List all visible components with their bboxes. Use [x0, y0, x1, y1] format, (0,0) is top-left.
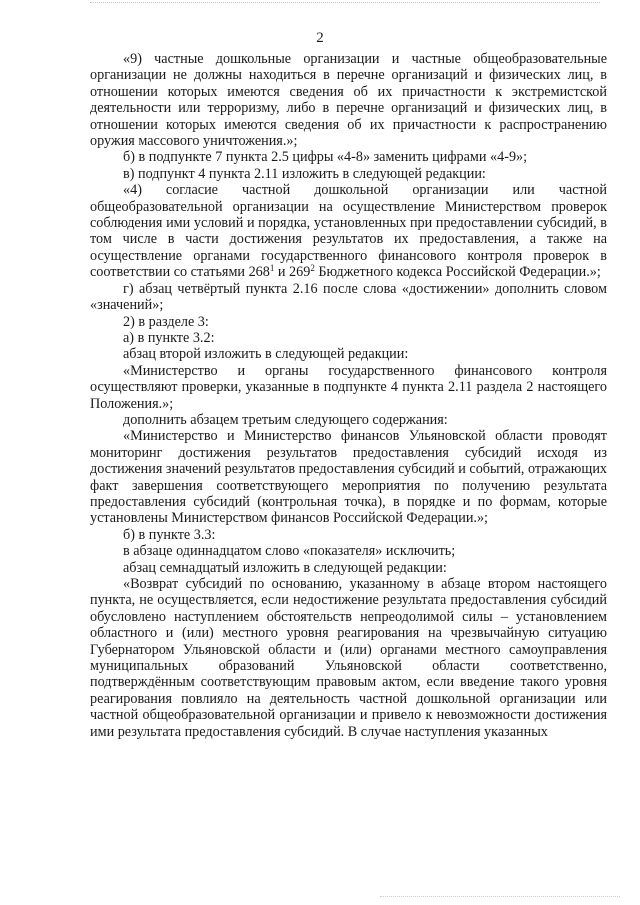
page-number: 2 [316, 30, 324, 46]
document-body [90, 51, 607, 740]
paragraph-ministry-checks: «Министерство и органы государственного финансового контроля осуществляют проверки, указанные в подпункте 4 пункта 2.11 раздела 2 настоящего Положения.»; [90, 362, 607, 412]
paragraph-second-abzac: абзац второй изложить в следующей редакции: [123, 346, 409, 363]
paragraph-point-3-2: а) в пункте 3.2: [123, 329, 215, 346]
paragraph-sub-v: в) подпункт 4 пункта 2.11 изложить в следующей редакции: [123, 165, 486, 182]
paragraph-point-3-3: б) в пункте 3.3: [123, 526, 216, 543]
paragraph-sub-b: б) в подпункте 7 пункта 2.5 цифры «4-8» заменить цифрами «4-9»; [123, 149, 528, 166]
paragraph-monitoring: «Министерство и Министерство финансов Ульяновской области проводят мониторинг достижения результатов предоставления субсидий исходя из достижения значений результатов предоставления субсидий и событий, отражающих факт завершения соответствующего мероприятия по получению результата предоставления субсидий (контрольная точка), в порядке и по формам, которые установлены Министерством финансов Российской Федерации.»; [90, 428, 608, 527]
paragraph-consent: «4) согласие частной дошкольной организации или частной общеобразовательной организации на осуществление Министерством проверок соблюдения ими условий и порядка, установленных при предоставлении субсидий, в том числе в части достижения результатов их предоставления, а также на осуществление органами государственного финансового контроля проверок в соответствии со статьями $268^1$ и $269^2$ Бюджетного кодекса Российской Федерации.»; [90, 182, 607, 281]
scan-edge-bottom [380, 896, 620, 900]
scan-edge-top [90, 2, 600, 6]
paragraph-section-3: 2) в разделе 3: [123, 313, 209, 330]
paragraph-return-subsidies: «Возврат субсидий по основанию, указанному в абзаце втором настоящего пункта, не осуществляется, если недостижение результата предоставления субсидий обусловлено наступлением обстоятельств непреодолимой силы – установлением областного и (или) местного уровня реагирования на чрезвычайную ситуацию Губернатором Ульяновской области и (или) органами местного самоуправления муниципальных образований Ульяновской области соответственно, подтверждённым соответствующим правовым актом, если введение такого уровня реагирования повлияло на деятельность частной дошкольной организации или частной общеобразовательной организации и привело к невозможности достижения ими результата предоставления субсидий. В случае наступления указанных [90, 576, 607, 740]
superscript-index: 2 [310, 263, 315, 274]
paragraph-seventeenth: абзац семнадцатый изложить в следующей редакции: [123, 559, 447, 576]
paragraph-eleventh: в абзаце одиннадцатом слово «показателя» исключить; [123, 543, 456, 560]
paragraph-sub-g: г) абзац четвёртый пункта 2.16 после слова «достижении» дополнить словом «значений»; [90, 280, 607, 314]
paragraph-add-third: дополнить абзацем третьим следующего содержания: [123, 411, 448, 428]
paragraph-item-9: «9) частные дошкольные организации и частные общеобразовательные организации не должны находиться в перечне организаций и физических лиц, в отношении которых имеются сведения об их причастности к экстремистской деятельности или терроризму, либо в перечне организаций и физических лиц, в отношении которых имеются сведения об их причастности к распространению оружия массового уничтожения.»; [90, 51, 607, 150]
superscript-index: 1 [269, 263, 275, 274]
